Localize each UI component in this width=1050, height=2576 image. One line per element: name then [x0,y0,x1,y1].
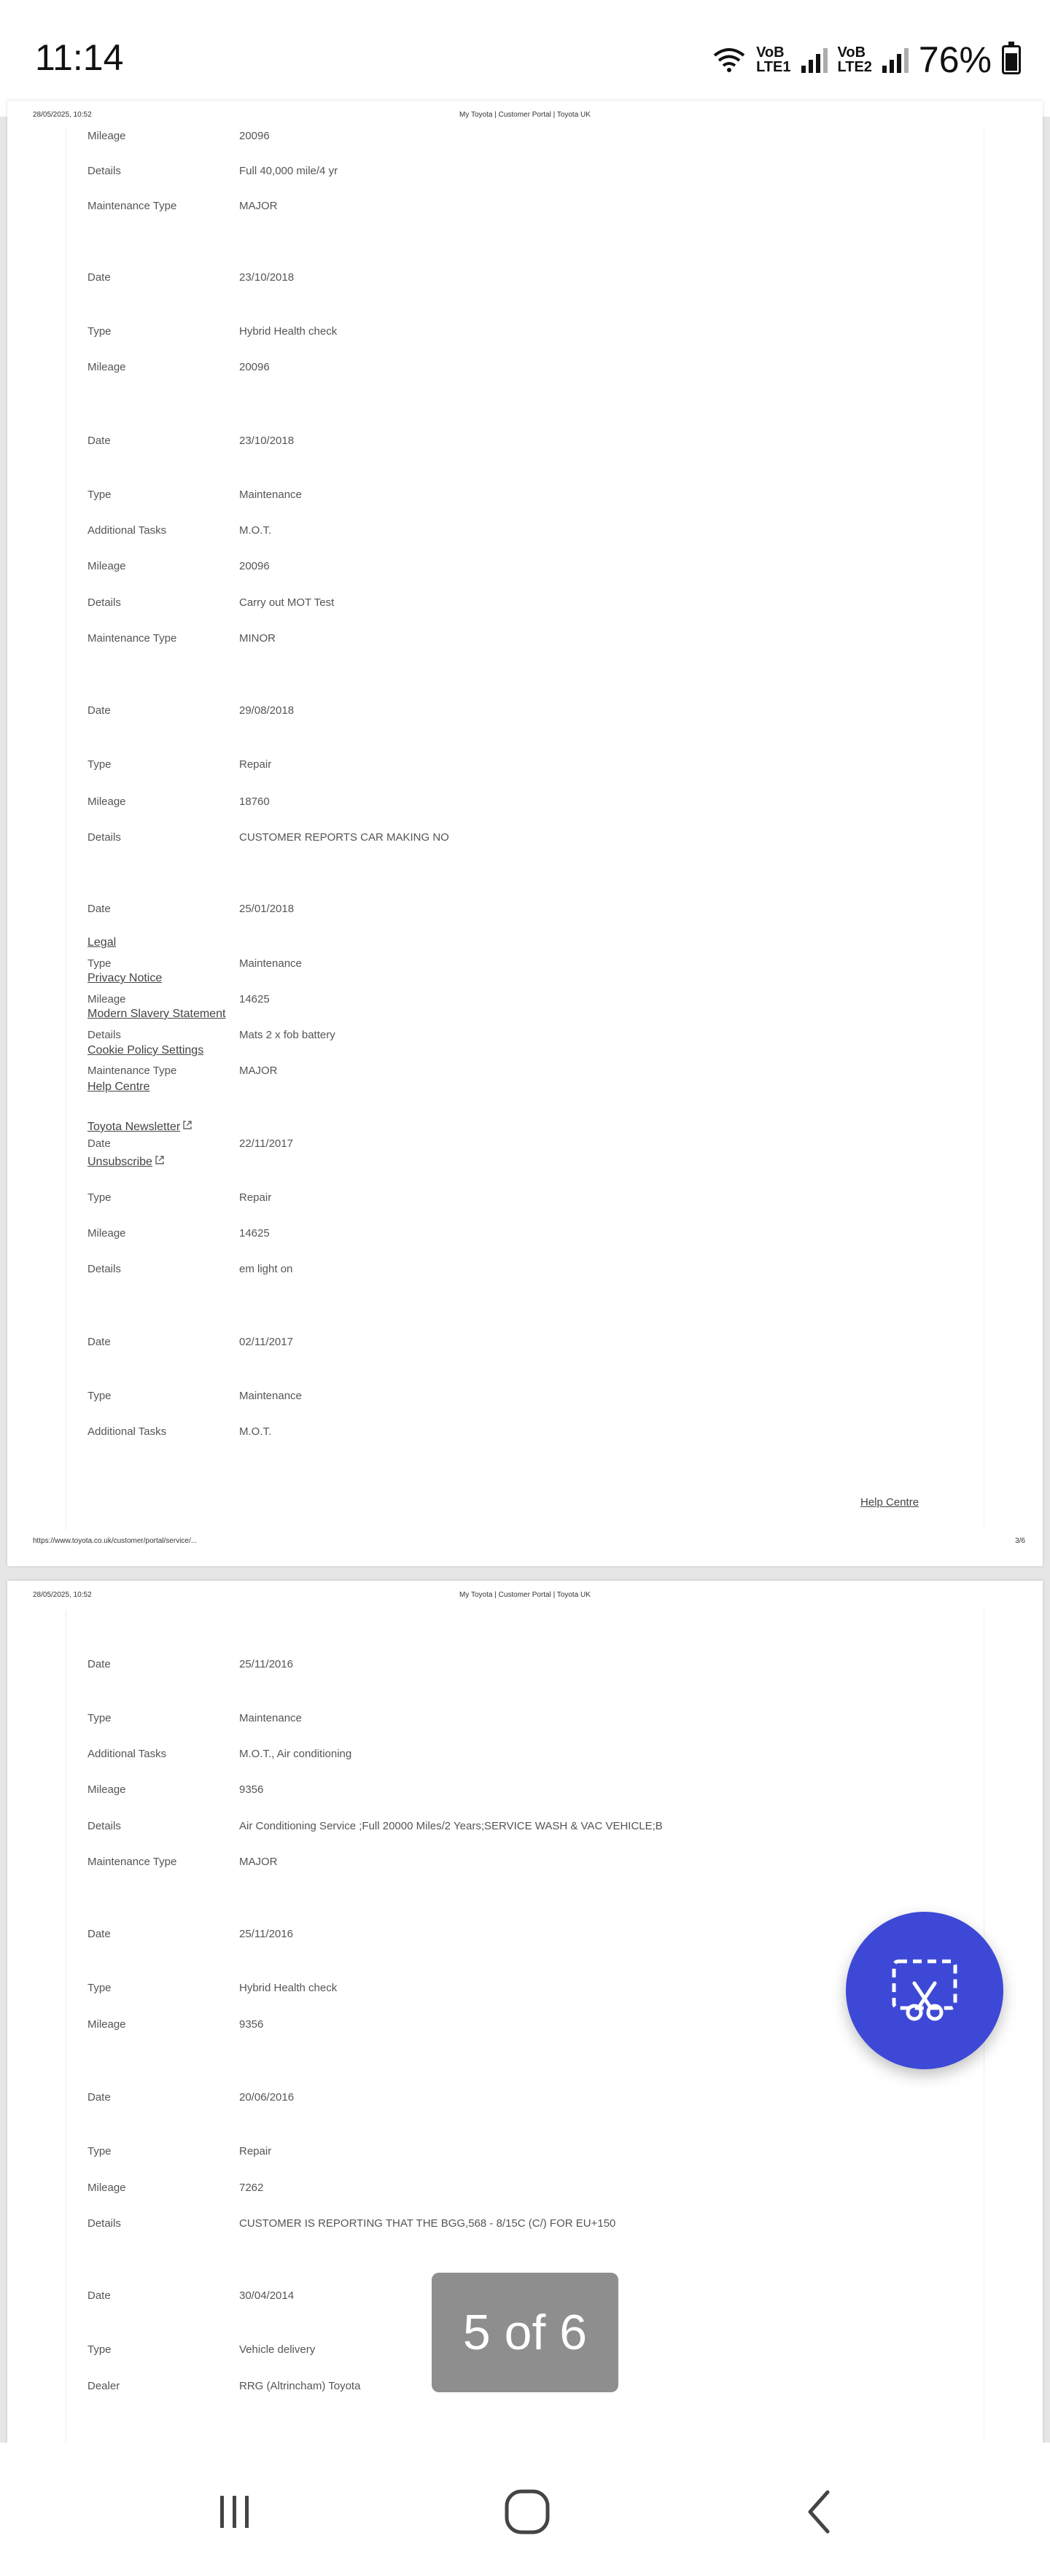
footer-link-legal[interactable]: Legal [88,936,117,949]
screenshot-capture-button[interactable] [846,1912,1003,2069]
home-button[interactable] [483,2479,571,2545]
footer-link-privacy-notice[interactable]: Privacy Notice [88,972,163,984]
page-header-datetime: 28/05/2025, 10:52 [33,111,92,119]
network-label-2: VoB LTE2 [837,44,872,75]
back-button[interactable] [777,2479,864,2545]
footer-link-modern-slavery[interactable]: Modern Slavery Statement [88,1008,226,1020]
page-header-title: My Toyota | Customer Portal | Toyota UK [459,1591,591,1599]
page-header-title: My Toyota | Customer Portal | Toyota UK [459,111,591,119]
recents-icon [213,2490,257,2534]
external-link-icon [182,1120,192,1130]
pdf-page: 28/05/2025, 10:52 My Toyota | Customer Portal | Toyota UK Mileage 20096 Details Full 40,000 mile/4 yr Maintenance Type MAJOR Date 23/10/2018 Type Hybrid Health check Mileage 20096 Date 23/10/2018 Type Maintenance Additional Tasks M.O.T. Mileage 20096 Details Carry out MOT Test Maintenance Type MINOR Date 29/08/2018 Type Repair Mileage 18760 Details CUSTOMER REPORTS CAR MAKING NO Date 25/01/2018 Type Maintenance Mileage 14625 Details Mats 2 x fob battery Maintenance Type MAJOR Date 22/11/2017 Type Repair Mileage 14625 Details em light on Date 02/11/2017 Type Maintenance Additional Tasks M.O.T. Legal Privacy Notice Modern Slavery Statement Cookie Policy Settings Help Centre Toyota Newsletter Unsubscribe Help Centre https://www.toyota.co.uk/customer/portal/service/... 3/6 [7,101,1043,1566]
pdf-page: 28/05/2025, 10:52 My Toyota | Customer Portal | Toyota UK Date 25/11/2016 Type Maintenance Additional Tasks M.O.T., Air conditioning Mileage 9356 Details Air Conditioning Service ;Full 20000 Miles/2 Years;SERVICE WASH & VAC VEHICLE;B Maintenance Type MAJOR Date 25/11/2016 Type Hybrid Health check Mileage 9356 Date 20/06/2016 Type Repair Mileage 7262 Details CUSTOMER IS REPORTING THAT THE BGG,568 - 8/15C (C/) FOR EU+150 Date 30/04/2014 Type Vehicle delivery Dealer RRG (Altrincham) Toyota [7,1581,1043,2558]
status-icons [712,38,1021,82]
status-bar [0,0,1050,117]
page-footer-number: 3/6 [1015,1537,1025,1545]
footer-link-help-centre[interactable]: Help Centre [88,1081,150,1093]
help-centre-link[interactable]: Help Centre [860,1496,919,1509]
home-icon [502,2486,553,2537]
footer-link-unsubscribe[interactable]: Unsubscribe [88,1155,165,1169]
footer-link-cookie-policy[interactable]: Cookie Policy Settings [88,1044,204,1057]
signal-icon-1 [801,47,828,73]
navigation-bar [0,2443,1050,2576]
screenshot-scissors-icon [888,1954,961,2027]
status-time: 11:14 [35,37,124,78]
back-icon [798,2486,842,2537]
external-link-icon [155,1155,165,1165]
footer-link-newsletter[interactable]: Toyota Newsletter [88,1120,192,1134]
signal-icon-2 [882,47,909,73]
page-header-datetime: 28/05/2025, 10:52 [33,1591,92,1599]
page-counter: 5 of 6 [432,2273,618,2392]
page-footer-url: https://www.toyota.co.uk/customer/portal/service/... [33,1537,198,1545]
battery-icon [1002,45,1021,74]
network-label-1: VoB LTE1 [756,44,791,75]
wifi-icon [712,47,746,73]
battery-percent: 76% [918,39,992,80]
recents-button[interactable] [191,2479,279,2545]
content-frame [66,130,984,1530]
